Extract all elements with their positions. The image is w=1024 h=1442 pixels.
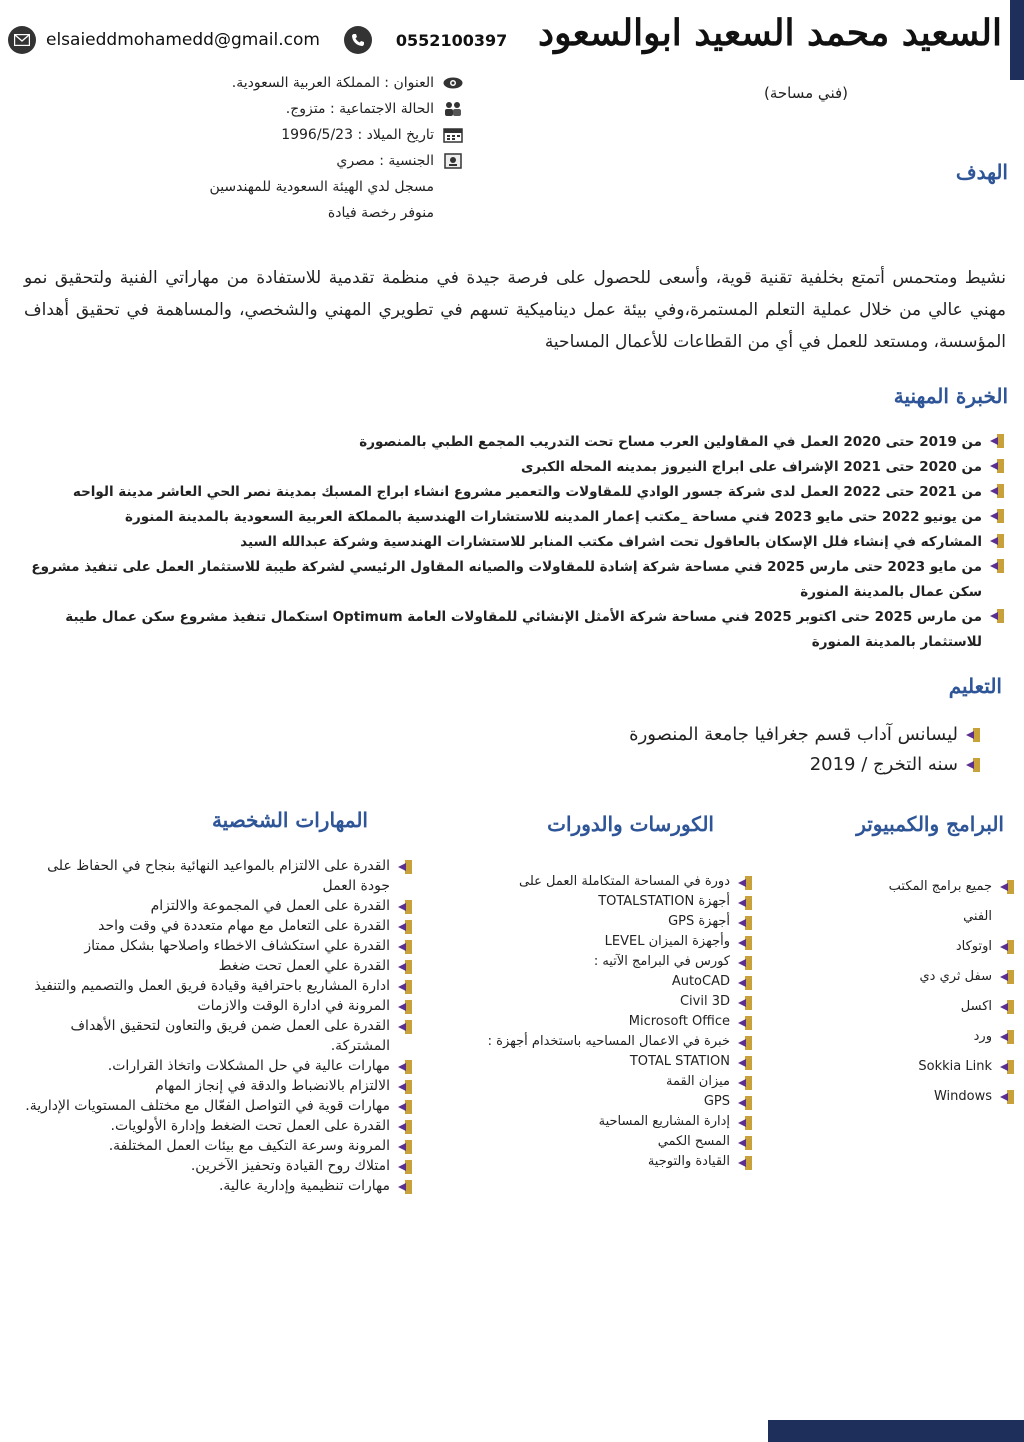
bullet-arrow-icon [738, 936, 752, 950]
bullet-arrow-icon [738, 896, 752, 910]
bullet-arrow-icon [398, 1080, 412, 1094]
bullet-arrow-icon [738, 1156, 752, 1170]
list-item: اكسل [864, 992, 1014, 1022]
list-item: القدرة على العمل في المجموعة والالتزام [22, 896, 412, 916]
bullet-arrow-icon [398, 860, 412, 874]
list-item: القدرة على العمل ضمن فريق والتعاون لتحقيق الأهداف المشتركة. [22, 1016, 412, 1056]
eye-icon [442, 75, 464, 91]
bullet-arrow-icon [398, 1020, 412, 1034]
bullet-arrow-icon [398, 900, 412, 914]
bullet-arrow-icon [1000, 1030, 1014, 1044]
bullet-arrow-icon [990, 434, 1004, 448]
objective-heading: الهدف [955, 160, 1008, 184]
list-item: GPS [472, 1092, 752, 1112]
experience-heading: الخبرة المهنية [893, 384, 1008, 408]
envelope-icon [8, 26, 36, 54]
list-item: المشاركه في إنشاء فلل الإسكان بالعاقول تحت اشراف مكتب المنابر للاستشارات الهندسية وشركة عبدالله السيد [24, 530, 1004, 555]
list-item: مهارات عالية في حل المشكلات واتخاذ القرارات. [22, 1056, 412, 1076]
address-row [84, 70, 464, 96]
bullet-arrow-icon [398, 980, 412, 994]
bullet-arrow-icon [990, 559, 1004, 573]
list-item: أجهزة GPS [472, 912, 752, 932]
bullet-arrow-icon [1000, 1000, 1014, 1014]
contact-row [8, 24, 507, 56]
bullet-arrow-icon [398, 1100, 412, 1114]
bullet-arrow-icon [738, 1136, 752, 1150]
list-item: اوتوكاد [864, 932, 1014, 962]
bullet-arrow-icon [990, 609, 1004, 623]
full-name: السعيد محمد السعيد ابوالسعود [538, 12, 1002, 54]
programs-list [864, 872, 1014, 1112]
list-item: من مارس 2025 حتى اكتوبر 2025 فني مساحة شركة الأمثل الإنشائي للمقاولات العامة Optimum استكمال تنفيذ مشروع سكن عمال طيبة للاستثمار بالمدينة المنورة [24, 605, 1004, 655]
bullet-arrow-icon [966, 728, 980, 742]
list-item: أجهزة TOTALSTATION [472, 892, 752, 912]
nationality-text: الجنسية : مصري [336, 153, 434, 169]
list-item: الالتزام بالانضباط والدقة في إنجاز المهام [22, 1076, 412, 1096]
bullet-arrow-icon [1000, 970, 1014, 984]
list-item: ورد [864, 1022, 1014, 1052]
education-heading: التعليم [948, 674, 1002, 698]
email-link[interactable]: elsaieddmohamedd@gmail.com [46, 30, 320, 50]
list-item: القدرة علي العمل تحت ضغط [22, 956, 412, 976]
id-card-icon [442, 153, 464, 169]
list-item: جميع برامج المكتب الفني [864, 872, 1014, 932]
bullet-arrow-icon [398, 960, 412, 974]
bullet-arrow-icon [738, 1076, 752, 1090]
list-item: المسح الكمي [472, 1132, 752, 1152]
calendar-icon [442, 127, 464, 143]
people-icon [442, 101, 464, 117]
phone-icon [344, 26, 372, 54]
list-item: وأجهزة الميزان LEVEL [472, 932, 752, 952]
education-list [480, 720, 980, 780]
top-accent-bar [1010, 0, 1024, 80]
list-item: مهارات تنظيمية وإدارية عالية. [22, 1176, 412, 1196]
list-item: كورس في البرامج الآتيه : [472, 952, 752, 972]
phone-number[interactable]: 0552100397 [395, 30, 508, 50]
marital-row [84, 96, 464, 122]
list-item: TOTAL STATION [472, 1052, 752, 1072]
soft-skills-list [22, 856, 412, 1196]
bullet-arrow-icon [738, 876, 752, 890]
list-item: القدرة على العمل تحت الضغط وإدارة الأولويات. [22, 1116, 412, 1136]
list-item: المرونة وسرعة التكيف مع بيئات العمل المختلفة. [22, 1136, 412, 1156]
experience-list [24, 430, 1004, 655]
list-item: القدرة على التعامل مع مهام متعددة في وقت واحد [22, 916, 412, 936]
list-item: من 2020 حتى 2021 الإشراف على ابراج النيروز بمدينه المحله الكبرى [24, 455, 1004, 480]
bullet-arrow-icon [738, 916, 752, 930]
courses-heading: الكورسات والدورات [547, 812, 714, 836]
bullet-arrow-icon [398, 1060, 412, 1074]
list-item: من 2021 حتى 2022 العمل لدى شركة جسور الوادي للمقاولات والتعمير مشروع انشاء ابراج المسبك بمدينة نصر الحي العاشر مدينة الواحه [24, 480, 1004, 505]
bottom-accent-bar [768, 1420, 1024, 1442]
list-item: من 2019 حتى 2020 العمل في المقاولين العرب مساح تحت التدريب المجمع الطبي بالمنصورة [24, 430, 1004, 455]
marital-text: الحالة الاجتماعية : متزوج. [285, 101, 434, 117]
list-item: إدارة المشاريع المساحية [472, 1112, 752, 1132]
list-item: من يونيو 2022 حتى مايو 2023 فني مساحة _مكتب إعمار المدينه للاستشارات الهندسية بالمملكة العربية السعودية بالمدينة المنورة [24, 505, 1004, 530]
address-text: العنوان : المملكة العربية السعودية. [231, 75, 434, 91]
soft-skills-heading: المهارات الشخصية [211, 808, 368, 832]
list-item: المرونة في ادارة الوقت والازمات [22, 996, 412, 1016]
bullet-arrow-icon [738, 1116, 752, 1130]
list-item: القدرة على الالتزام بالمواعيد النهائية بنجاح في الحفاظ على جودة العمل [22, 856, 412, 896]
list-item: ميزان القمة [472, 1072, 752, 1092]
bullet-arrow-icon [738, 956, 752, 970]
bullet-arrow-icon [738, 1056, 752, 1070]
bullet-arrow-icon [738, 996, 752, 1010]
list-item: Windows [864, 1082, 1014, 1112]
personal-info [84, 70, 464, 226]
courses-list [472, 872, 752, 1172]
bullet-arrow-icon [398, 1120, 412, 1134]
list-item: امتلاك روح القيادة وتحفيز الآخرين. [22, 1156, 412, 1176]
bullet-arrow-icon [990, 459, 1004, 473]
bullet-arrow-icon [990, 484, 1004, 498]
bullet-arrow-icon [738, 1036, 752, 1050]
bullet-arrow-icon [738, 1016, 752, 1030]
programs-heading: البرامج والكمبيوتر [856, 812, 1004, 836]
bullet-arrow-icon [1000, 1060, 1014, 1074]
list-item: ليسانس آداب قسم جغرافيا جامعة المنصورة [480, 720, 980, 750]
list-item: ادارة المشاريع باحترافية وقيادة فريق العمل والتصميم والتنفيذ [22, 976, 412, 996]
birth-row [84, 122, 464, 148]
list-item: مهارات قوية في التواصل الفعّال مع مختلف المستويات الإدارية. [22, 1096, 412, 1116]
bullet-arrow-icon [398, 1140, 412, 1154]
list-item: Sokkia Link [864, 1052, 1014, 1082]
birth-text: تاريخ الميلاد : 1996/5/23 [281, 127, 434, 143]
list-item: القيادة والتوجية [472, 1152, 752, 1172]
bullet-arrow-icon [398, 920, 412, 934]
license-text: منوفر رخصة فيادة [327, 205, 434, 221]
nationality-row [84, 148, 464, 174]
registered-text: مسجل لدي الهيئة السعودية للمهندسين [209, 179, 434, 195]
bullet-arrow-icon [398, 1160, 412, 1174]
bullet-arrow-icon [1000, 940, 1014, 954]
bullet-arrow-icon [1000, 880, 1014, 894]
list-item: Civil 3D [472, 992, 752, 1012]
list-item: AutoCAD [472, 972, 752, 992]
bullet-arrow-icon [398, 1000, 412, 1014]
list-item: سفل ثري دي [864, 962, 1014, 992]
bullet-arrow-icon [738, 976, 752, 990]
list-item: Microsoft Office [472, 1012, 752, 1032]
list-item: دورة في المساحة المتكاملة العمل على [472, 872, 752, 892]
objective-text: نشيط ومتحمس أتمتع بخلفية تقنية قوية، وأسعى للحصول على فرصة جيدة في منظمة تقدمية للاستفادة من مهاراتي الفنية ولتحقيق نمو مهني عالي من خلال عملية التعلم المستمرة،وفي بيئة عمل ديناميكية تسهم في تطويري المهني والشخصي، والمساهمة في تحقيق أهداف المؤسسة، ومستعد للعمل في أي من القطاعات للأعمال المساحية [24, 268, 1006, 352]
list-item: سنه التخرج / 2019 [480, 750, 980, 780]
bullet-arrow-icon [738, 1096, 752, 1110]
list-item: خبرة في الاعمال المساحيه باستخدام أجهزة : [472, 1032, 752, 1052]
bullet-arrow-icon [966, 758, 980, 772]
job-title: (فني مساحة) [764, 84, 848, 102]
list-item: القدرة علي استكشاف الاخطاء واصلاحها بشكل ممتاز [22, 936, 412, 956]
bullet-arrow-icon [1000, 1090, 1014, 1104]
bullet-arrow-icon [990, 534, 1004, 548]
list-item: من مايو 2023 حتى مارس 2025 فني مساحة شركة إشادة للمقاولات والصيانه المقاول الرئيسي لشركة طيبة للاستثمار العمل على تنفيذ مشروع سكن عمال بالمدينة المنورة [24, 555, 1004, 605]
bullet-arrow-icon [398, 940, 412, 954]
bullet-arrow-icon [398, 1180, 412, 1194]
bullet-arrow-icon [990, 509, 1004, 523]
